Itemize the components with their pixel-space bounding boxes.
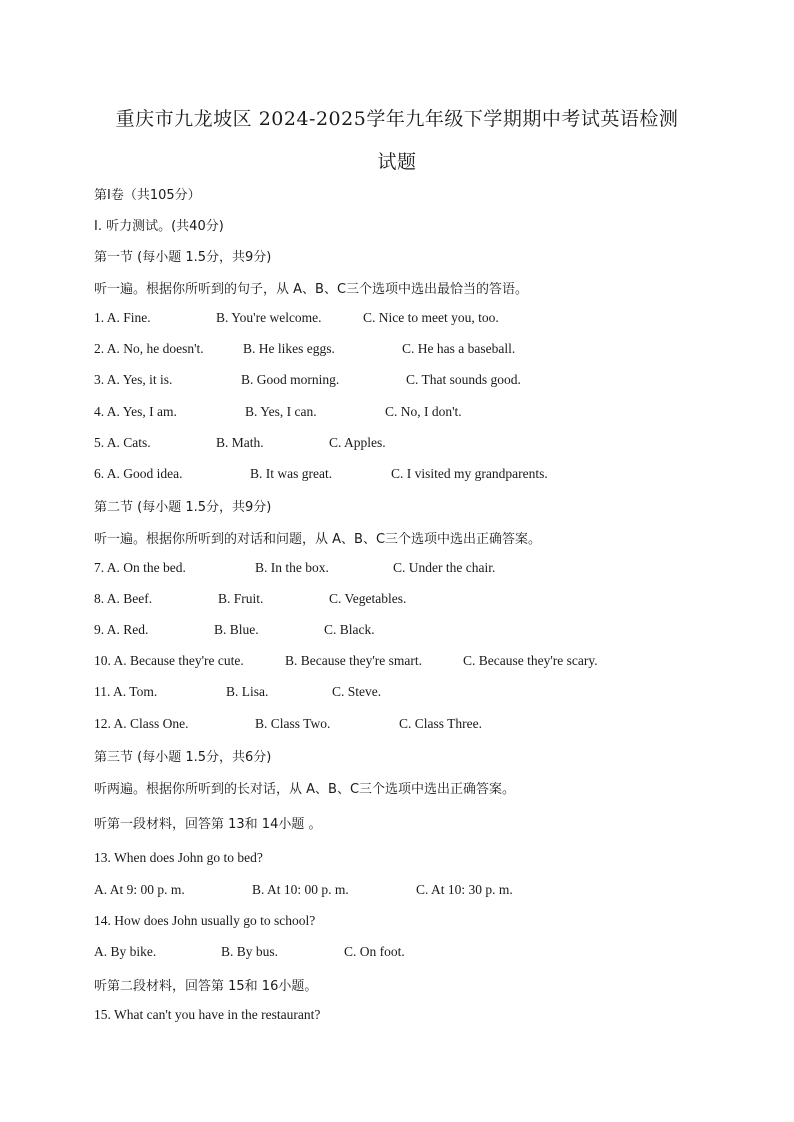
option-b: B. It was great. <box>250 466 333 481</box>
option-a: 4. A. Yes, I am. <box>94 404 177 419</box>
part1-heading: 第一节 (每小题 1.5分，共9分) <box>94 250 272 265</box>
option-c: C. Apples. <box>329 435 386 450</box>
section-title: Ⅰ. 听力测试。(共40分) <box>94 219 224 234</box>
option-b: B. In the box. <box>255 560 329 575</box>
option-a: 2. A. No, he doesn't. <box>94 341 204 356</box>
question-stem: 13. When does John go to bed? <box>94 850 263 865</box>
document-title-line2: 试题 <box>377 151 417 173</box>
part2-instruction: 听一遍。根据你所听到的对话和问题，从 A、B、C三个选项中选出正确答案。 <box>94 532 542 547</box>
material2-prompt: 听第二段材料，回答第 15和 16小题。 <box>94 979 318 994</box>
option-a: 8. A. Beef. <box>94 591 153 606</box>
part1-instruction: 听一遍。根据你所听到的句子，从 A、B、C三个选项中选出最恰当的答语。 <box>94 282 529 297</box>
part2-heading: 第二节 (每小题 1.5分，共9分) <box>94 500 272 515</box>
option-b: B. You're welcome. <box>216 310 322 325</box>
option-b: B. Fruit. <box>218 591 264 606</box>
option-c: C. I visited my grandparents. <box>391 466 548 481</box>
question-stem: 15. What can't you have in the restaurant? <box>94 1007 321 1022</box>
option-c: C. Under the chair. <box>393 560 496 575</box>
option-b: B. He likes eggs. <box>243 341 335 356</box>
option-b: B. Yes, I can. <box>245 404 317 419</box>
option-a: A. At 9: 00 p. m. <box>94 882 185 897</box>
option-a: 6. A. Good idea. <box>94 466 183 481</box>
option-c: C. That sounds good. <box>406 372 521 387</box>
option-b: B. At 10: 00 p. m. <box>252 882 349 897</box>
material1-prompt: 听第一段材料，回答第 13和 14小题 。 <box>94 817 322 832</box>
option-b: B. Lisa. <box>226 684 269 699</box>
option-c: C. Because they're scary. <box>463 653 598 668</box>
option-a: 3. A. Yes, it is. <box>94 372 173 387</box>
option-c: C. On foot. <box>344 944 405 959</box>
option-a: 11. A. Tom. <box>94 684 158 699</box>
option-c: C. At 10: 30 p. m. <box>416 882 513 897</box>
option-c: C. Steve. <box>332 684 382 699</box>
paper-part-heading: 第Ⅰ卷（共105分） <box>94 188 201 203</box>
option-c: C. Black. <box>324 622 375 637</box>
option-b: B. Blue. <box>214 622 259 637</box>
document-title-line1: 重庆市九龙坡区 2024-2025学年九年级下学期期中考试英语检测 <box>115 108 679 130</box>
option-c: C. Vegetables. <box>329 591 407 606</box>
part3-heading: 第三节 (每小题 1.5分，共6分) <box>94 750 272 765</box>
option-b: B. Class Two. <box>255 716 331 731</box>
option-c: C. No, I don't. <box>385 404 462 419</box>
option-a: 7. A. On the bed. <box>94 560 186 575</box>
option-c: C. Nice to meet you, too. <box>363 310 499 325</box>
part3-instruction: 听两遍。根据你所听到的长对话，从 A、B、C三个选项中选出正确答案。 <box>94 782 516 797</box>
option-a: 10. A. Because they're cute. <box>94 653 244 668</box>
question-stem: 14. How does John usually go to school? <box>94 913 316 928</box>
option-b: B. Because they're smart. <box>285 653 423 668</box>
option-a: 5. A. Cats. <box>94 435 151 450</box>
option-a: 9. A. Red. <box>94 622 149 637</box>
option-b: B. By bus. <box>221 944 279 959</box>
option-a: 1. A. Fine. <box>94 310 151 325</box>
option-b: B. Math. <box>216 435 264 450</box>
option-c: C. He has a baseball. <box>402 341 516 356</box>
option-a: 12. A. Class One. <box>94 716 189 731</box>
option-c: C. Class Three. <box>399 716 482 731</box>
option-b: B. Good morning. <box>241 372 340 387</box>
option-a: A. By bike. <box>94 944 157 959</box>
